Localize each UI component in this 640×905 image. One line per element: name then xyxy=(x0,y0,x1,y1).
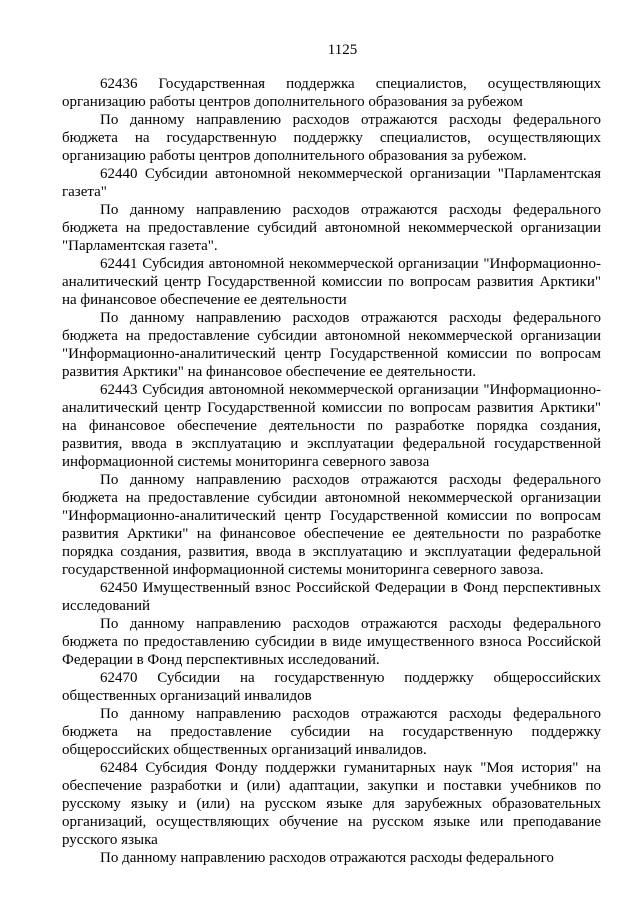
paragraph-62484-title: 62484 Субсидия Фонду поддержки гуманитарных наук "Моя история" на обеспечение разработки и (или) адаптации, закупки и поставки учебников по русскому языку и (или) на русском языке для зарубежных образовательных организаций, осуществляющих обучение на русском языке или преподавание русского языка xyxy=(62,760,601,848)
paragraph-62441-body: По данному направлению расходов отражаются расходы федерального бюджета на предоставление субсидии автономной некоммерческой организации "Информационно-аналитический центр Государственной комиссии по вопросам развития Арктики" на финансовое обеспечение ее деятельности. xyxy=(62,310,601,380)
paragraph-62436-title: 62436 Государственная поддержка специалистов, осуществляющих организацию работы центров дополнительного образования за рубежом xyxy=(62,76,601,110)
paragraph-62470-title: 62470 Субсидии на государственную поддержку общероссийских общественных организаций инвалидов xyxy=(62,670,601,704)
paragraph-62443-title: 62443 Субсидия автономной некоммерческой организации "Информационно-аналитический центр Государственной комиссии по вопросам развития Арктики" на финансовое обеспечение деятельности по разработке порядка создания, развития, ввода в эксплуатацию и эксплуатации федеральной государственной информационной системы мониторинга северного завоза xyxy=(62,382,601,470)
paragraph-62441-title: 62441 Субсидия автономной некоммерческой организации "Информационно-аналитический центр Государственной комиссии по вопросам развития Арктики" на финансовое обеспечение ее деятельности xyxy=(62,256,601,308)
paragraph-62440-body: По данному направлению расходов отражаются расходы федерального бюджета на предоставление субсидий автономной некоммерческой организации "Парламентская газета". xyxy=(62,202,601,254)
paragraph-62443-body: По данному направлению расходов отражаются расходы федерального бюджета на предоставление субсидии автономной некоммерческой организации "Информационно-аналитический центр Государственной комиссии по вопросам развития Арктики" на финансовое обеспечение ее деятельности по разработке порядка создания, развития, ввода в эксплуатацию и эксплуатации федеральной государственной информационной системы мониторинга северного завоза. xyxy=(62,472,601,578)
paragraph-62440-title: 62440 Субсидии автономной некоммерческой организации "Парламентская газета" xyxy=(62,166,601,200)
paragraph-62484-body: По данному направлению расходов отражаются расходы федерального xyxy=(100,850,554,866)
paragraph-62470-body: По данному направлению расходов отражаются расходы федерального бюджета на предоставление субсидии на государственную поддержку общероссийских общественных организаций инвалидов. xyxy=(62,706,601,758)
page-number: 1125 xyxy=(327,42,358,58)
paragraph-62450-body: По данному направлению расходов отражаются расходы федерального бюджета по предоставлению субсидии в виде имущественного взноса Российской Федерации в Фонд перспективных исследований. xyxy=(62,616,601,668)
paragraph-62436-body: По данному направлению расходов отражаются расходы федерального бюджета на государственную поддержку специалистов, осуществляющих организацию работы центров дополнительного образования за рубежом. xyxy=(62,112,601,164)
paragraph-62450-title: 62450 Имущественный взнос Российской Федерации в Фонд перспективных исследований xyxy=(62,580,601,614)
